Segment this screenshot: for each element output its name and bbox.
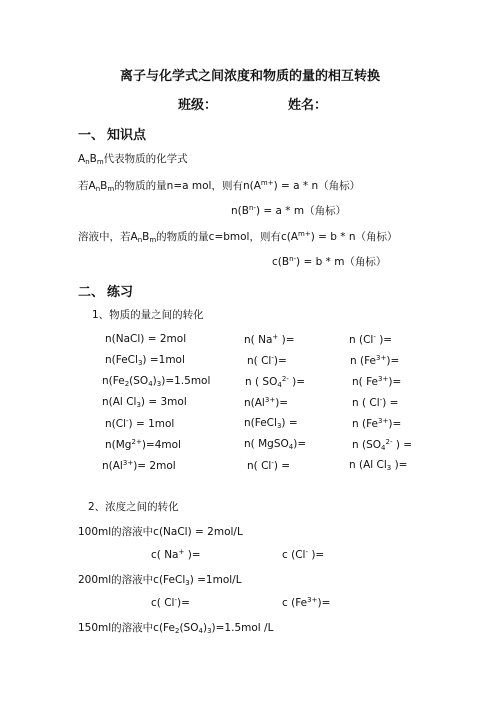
knowledge-line-5: $c(B^{n-}) = b * m$（角标） (272, 255, 387, 268)
row3-col2: n ( $SO_4^{2-}$ )= (245, 375, 306, 389)
row2-col3: n $(Fe^{3+})=$ (350, 354, 400, 367)
conc-line-1: 100ml的溶液中c(NaCl) = 2mol/L (78, 526, 243, 538)
class-label: 班级： (178, 98, 218, 113)
conc-line-3: 150ml的溶液中$c(Fe_2(SO_4)_3)=1.5mol$ /L (78, 622, 274, 635)
row6-col2: n( MgSO$_4$)= (244, 438, 307, 451)
row1-col1: n(NaCl) = 2mol (105, 333, 187, 345)
conc-line-2: 200ml的溶液中c(FeCl$_3$) =1mol/L (78, 574, 242, 587)
row1-col3: n (Cl- )= (349, 333, 393, 346)
conc-1-a: c( Na+ )= (151, 548, 201, 561)
row4-col3: n ( Cl-) = (352, 396, 399, 409)
row6-col3: n ($SO_4^{2-}$ ) = (352, 438, 413, 452)
row7-col1: $n(Al^{3+})= 2mol$ (102, 459, 176, 472)
section-1-number: 一、 (78, 128, 105, 143)
conc-2-b: c $(Fe^{3+})=$ (282, 596, 331, 609)
row2-col1: n(FeCl$_3$) =1mol (105, 354, 185, 367)
knowledge-line-4: 溶液中，若$A_nB_m$的物质的量c=bmol，则有$c(A^{m+}) = b * n$（角标） (78, 230, 398, 244)
row5-col3: n $(Fe^{3+})=$ (352, 417, 402, 430)
conc-1-b: c (Cl- )= (282, 548, 325, 561)
section-2-number: 二、 (78, 285, 105, 300)
row5-col2: n(FeCl$_3$) = (244, 417, 298, 430)
row7-col3: n (Al $Cl_3$ )= (349, 459, 408, 472)
row4-col1: n(Al $Cl_3) = 3mol$ (102, 396, 187, 409)
practice-sub-1: 1、物质的量之间的转化 (92, 309, 204, 321)
conc-2-a: c( Cl-)= (151, 596, 190, 609)
row2-col2: n( Cl-)= (247, 354, 287, 367)
knowledge-line-1: $A_nB_m$代表物质的化学式 (78, 153, 188, 166)
row6-col1: $n(Mg^{2+})=4mol$ (105, 438, 181, 451)
section-2-heading: 练习 (107, 285, 134, 300)
knowledge-line-2: 若$A_nB_m$的物质的量n=a mol，则有$n(A^{m+}) = a * n$（角标） (78, 179, 361, 193)
row7-col2: n( Cl-) = (247, 459, 291, 472)
page-title: 离子与化学式之间浓度和物质的量的相互转换 (119, 69, 380, 84)
knowledge-line-3: $n(B^{n-}) = a * m$（角标） (231, 204, 347, 217)
row5-col1: n(Cl-) = 1mol (105, 417, 175, 430)
name-label: 姓名： (288, 98, 328, 113)
row3-col1: $n(Fe_2(SO_4)_3)=1.5mol$ (102, 375, 211, 388)
section-1-heading: 知识点 (107, 128, 147, 143)
practice-sub-2: 2、浓度之间的转化 (88, 501, 179, 513)
row1-col2: n( Na+ )= (244, 333, 295, 346)
row4-col2: $n(Al^{3+})=$ (244, 396, 289, 409)
row3-col3: n( $Fe^{3+})=$ (352, 375, 402, 388)
